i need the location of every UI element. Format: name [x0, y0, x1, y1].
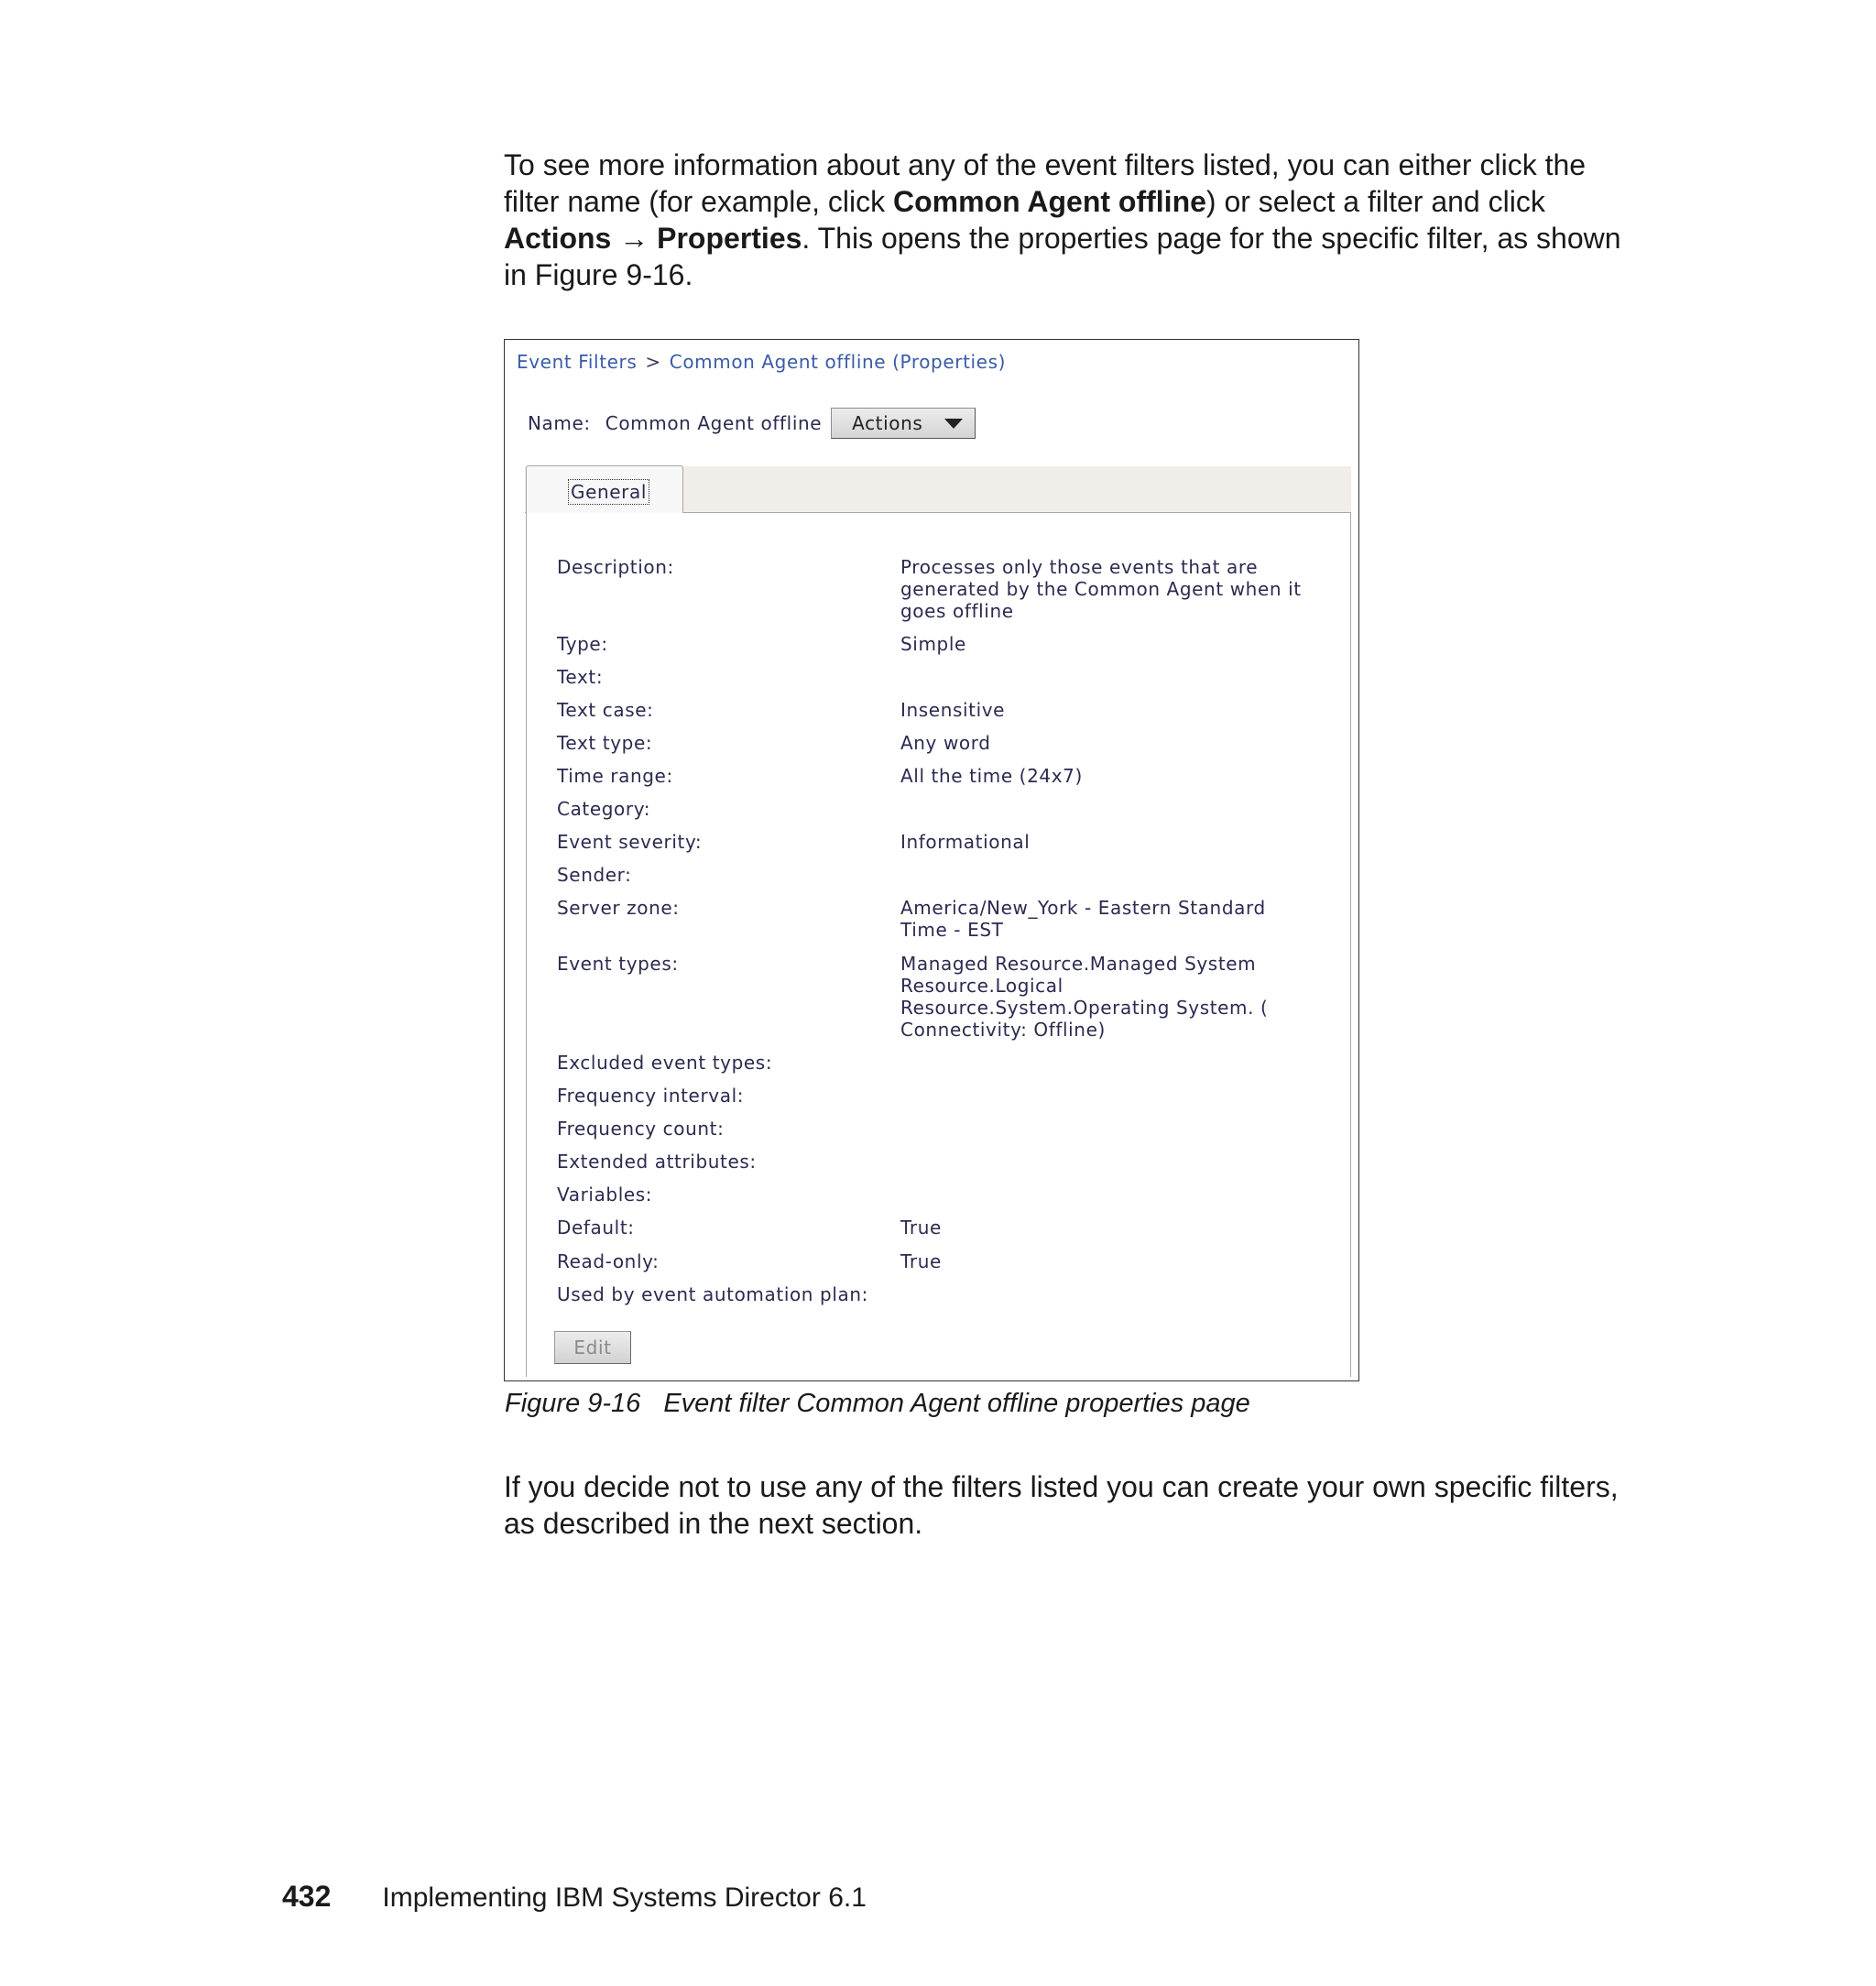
book-title: Implementing IBM Systems Director 6.1	[382, 1882, 867, 1913]
intro-paragraph	[504, 147, 1621, 293]
property-label: Server zone:	[557, 897, 680, 919]
property-label: Frequency count:	[557, 1118, 725, 1140]
property-value: True	[900, 1250, 942, 1272]
figure-number: Figure 9-16	[505, 1389, 641, 1418]
page-footer	[282, 1880, 867, 1914]
property-label: Description:	[557, 556, 674, 578]
property-value: Simple	[900, 633, 966, 655]
breadcrumb-event-filters-link[interactable]: Event Filters	[517, 351, 638, 373]
intro-text-1: To see more information about any of the event filters listed, you can either click the filter name (for example, click	[504, 148, 1587, 218]
figure-caption	[505, 1389, 1250, 1419]
breadcrumb	[517, 351, 1006, 373]
property-label: Extended attributes:	[557, 1151, 757, 1173]
intro-bold-actions: Actions	[504, 222, 612, 255]
breadcrumb-current-page[interactable]: Common Agent offline (Properties)	[669, 351, 1007, 373]
properties-screenshot	[504, 339, 1359, 1381]
property-label: Text:	[557, 666, 604, 688]
name-value: Common Agent offline	[605, 412, 823, 434]
page-number: 432	[282, 1880, 332, 1913]
property-label: Event severity:	[557, 831, 703, 853]
property-label: Used by event automation plan:	[557, 1283, 868, 1305]
property-value: Managed Resource.Managed System Resource.Logical Resource.System.Operating System. ( Connectivity: Offline)	[900, 953, 1269, 1041]
edit-button[interactable]	[554, 1331, 631, 1364]
intro-text-3: . This opens the properties page for the specific filter, as shown in Figure 9-16.	[504, 222, 1621, 291]
intro-arrow: →	[611, 222, 658, 255]
property-value: Insensitive	[900, 699, 1006, 721]
property-label: Text type:	[557, 732, 653, 754]
general-tab-panel	[526, 512, 1351, 1377]
breadcrumb-separator: >	[645, 351, 661, 373]
property-value: Processes only those events that are generated by the Common Agent when it goes offline	[900, 556, 1302, 622]
actions-label: Actions	[852, 412, 923, 434]
property-value: America/New_York - Eastern Standard Time - EST	[900, 897, 1266, 941]
tab-general[interactable]	[526, 465, 683, 513]
intro-bold-properties: Properties	[657, 222, 802, 255]
property-label: Default:	[557, 1217, 635, 1239]
figure-caption-text: Event filter Common Agent offline properties page	[663, 1389, 1250, 1418]
property-label: Text case:	[557, 699, 654, 721]
edit-label: Edit	[573, 1337, 612, 1359]
property-label: Variables:	[557, 1184, 653, 1206]
tab-general-label: General	[571, 481, 648, 503]
property-value: Informational	[900, 831, 1031, 853]
property-label: Frequency interval:	[557, 1085, 745, 1107]
property-label: Read-only:	[557, 1250, 660, 1272]
intro-text-2: ) or select a filter and click	[1205, 185, 1545, 218]
property-label: Time range:	[557, 765, 673, 787]
property-label: Excluded event types:	[557, 1052, 773, 1074]
name-label: Name:	[528, 412, 591, 434]
property-label: Category:	[557, 798, 651, 820]
property-value: True	[900, 1217, 942, 1239]
chevron-down-icon	[944, 419, 963, 429]
property-label: Type:	[557, 633, 608, 655]
property-label: Event types:	[557, 953, 679, 975]
property-value: All the time (24x7)	[900, 765, 1083, 787]
intro-bold-common-agent-offline: Common Agent offline	[893, 185, 1206, 218]
property-label: Sender:	[557, 864, 632, 886]
name-row	[528, 408, 976, 439]
actions-dropdown-button[interactable]	[831, 408, 976, 439]
property-value: Any word	[900, 732, 991, 754]
closing-paragraph: If you decide not to use any of the filters listed you can create your own specific filters, as described in the next section.	[504, 1470, 1619, 1540]
